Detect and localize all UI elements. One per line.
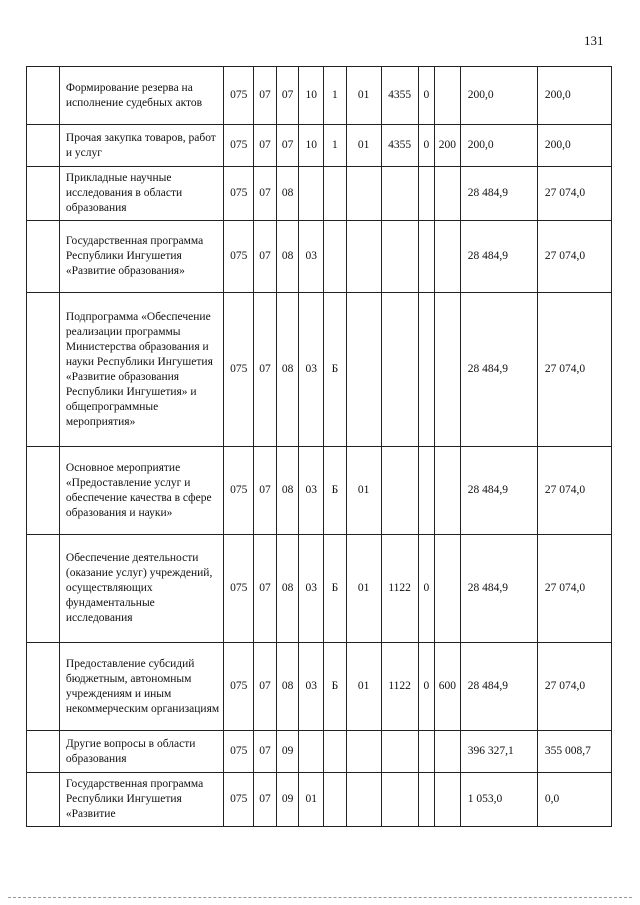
amount-year-1: 28 484,9 — [460, 167, 537, 221]
table-row — [27, 447, 612, 535]
table-row — [27, 67, 612, 125]
amount-year-1: 200,0 — [460, 125, 537, 167]
code-expense-type: 600 — [435, 643, 461, 731]
code-section: 07 — [254, 221, 277, 293]
code-direction — [381, 773, 418, 827]
code-program: 03 — [299, 643, 324, 731]
amount-year-2: 27 074,0 — [537, 221, 611, 293]
table-row — [27, 221, 612, 293]
code-section: 07 — [254, 167, 277, 221]
code-subprogram: Б — [324, 447, 347, 535]
code-expense-type — [435, 221, 461, 293]
code-subprogram — [324, 221, 347, 293]
amount-year-1: 396 327,1 — [460, 731, 537, 773]
item-name: Основное мероприятие «Предоставление услуг и обеспечение качества в сфере образования и науки» — [59, 447, 223, 535]
num-cell — [27, 535, 60, 643]
code-ministry: 075 — [224, 731, 254, 773]
code-subprogram — [324, 773, 347, 827]
code-section: 07 — [254, 731, 277, 773]
item-name: Прочая закупка товаров, работ и услуг — [59, 125, 223, 167]
num-cell — [27, 773, 60, 827]
amount-year-2: 0,0 — [537, 773, 611, 827]
code-expense-type — [435, 447, 461, 535]
code-program: 03 — [299, 535, 324, 643]
code-direction-suffix: 0 — [418, 125, 434, 167]
num-cell — [27, 447, 60, 535]
code-section: 07 — [254, 643, 277, 731]
code-ministry: 075 — [224, 293, 254, 447]
code-subprogram — [324, 167, 347, 221]
code-event: 01 — [346, 67, 381, 125]
code-subsection: 08 — [276, 535, 299, 643]
code-subsection: 09 — [276, 731, 299, 773]
code-subsection: 08 — [276, 221, 299, 293]
item-name: Другие вопросы в области образования — [59, 731, 223, 773]
code-expense-type — [435, 67, 461, 125]
num-cell — [27, 167, 60, 221]
table-row — [27, 293, 612, 447]
num-cell — [27, 67, 60, 125]
bottom-rule — [8, 897, 632, 898]
amount-year-2: 355 008,7 — [537, 731, 611, 773]
code-program — [299, 731, 324, 773]
code-event — [346, 293, 381, 447]
amount-year-2: 27 074,0 — [537, 535, 611, 643]
code-event — [346, 731, 381, 773]
code-program: 10 — [299, 125, 324, 167]
code-direction: 1122 — [381, 535, 418, 643]
table-row — [27, 535, 612, 643]
code-ministry: 075 — [224, 447, 254, 535]
code-expense-type — [435, 773, 461, 827]
code-direction: 4355 — [381, 125, 418, 167]
code-subprogram: 1 — [324, 67, 347, 125]
code-subprogram: Б — [324, 535, 347, 643]
code-subsection: 08 — [276, 293, 299, 447]
code-direction-suffix: 0 — [418, 67, 434, 125]
page-number: 131 — [584, 33, 604, 48]
code-direction-suffix — [418, 167, 434, 221]
code-direction-suffix — [418, 221, 434, 293]
amount-year-2: 27 074,0 — [537, 643, 611, 731]
code-direction: 4355 — [381, 67, 418, 125]
code-section: 07 — [254, 125, 277, 167]
code-direction-suffix — [418, 293, 434, 447]
code-subsection: 08 — [276, 643, 299, 731]
code-program: 03 — [299, 293, 324, 447]
code-expense-type — [435, 293, 461, 447]
code-expense-type — [435, 731, 461, 773]
code-program: 03 — [299, 221, 324, 293]
budget-table — [26, 66, 612, 827]
code-direction-suffix: 0 — [418, 535, 434, 643]
code-ministry: 075 — [224, 221, 254, 293]
code-direction — [381, 167, 418, 221]
code-expense-type: 200 — [435, 125, 461, 167]
num-cell — [27, 643, 60, 731]
num-cell — [27, 221, 60, 293]
code-event — [346, 773, 381, 827]
code-direction — [381, 447, 418, 535]
item-name: Обеспечение деятельности (оказание услуг) учреждений, осуществляющих фундаментальные исследования — [59, 535, 223, 643]
code-direction — [381, 221, 418, 293]
num-cell — [27, 731, 60, 773]
code-subsection: 08 — [276, 447, 299, 535]
amount-year-2: 27 074,0 — [537, 167, 611, 221]
code-event: 01 — [346, 535, 381, 643]
code-direction-suffix — [418, 773, 434, 827]
code-subsection: 09 — [276, 773, 299, 827]
item-name: Формирование резерва на исполнение судебных актов — [59, 67, 223, 125]
code-subsection: 08 — [276, 167, 299, 221]
code-ministry: 075 — [224, 535, 254, 643]
code-direction-suffix: 0 — [418, 643, 434, 731]
num-cell — [27, 293, 60, 447]
item-name: Государственная программа Республики Ингушетия «Развитие — [59, 773, 223, 827]
code-direction — [381, 293, 418, 447]
item-name: Государственная программа Республики Ингушетия «Развитие образования» — [59, 221, 223, 293]
table-row — [27, 731, 612, 773]
code-event: 01 — [346, 447, 381, 535]
code-section: 07 — [254, 447, 277, 535]
code-subprogram: Б — [324, 293, 347, 447]
code-expense-type — [435, 167, 461, 221]
item-name: Подпрограмма «Обеспечение реализации программы Министерства образования и науки Республики Ингушетия «Развитие образования Республики Ингушетия» и общепрограммные мероприятия» — [59, 293, 223, 447]
code-section: 07 — [254, 773, 277, 827]
code-ministry: 075 — [224, 67, 254, 125]
code-subsection: 07 — [276, 125, 299, 167]
code-program: 03 — [299, 447, 324, 535]
code-direction-suffix — [418, 447, 434, 535]
code-ministry: 075 — [224, 167, 254, 221]
code-direction: 1122 — [381, 643, 418, 731]
amount-year-1: 28 484,9 — [460, 447, 537, 535]
code-section: 07 — [254, 67, 277, 125]
num-cell — [27, 125, 60, 167]
amount-year-2: 200,0 — [537, 67, 611, 125]
code-event — [346, 221, 381, 293]
code-ministry: 075 — [224, 773, 254, 827]
amount-year-1: 28 484,9 — [460, 293, 537, 447]
amount-year-2: 200,0 — [537, 125, 611, 167]
amount-year-2: 27 074,0 — [537, 293, 611, 447]
code-program — [299, 167, 324, 221]
code-direction-suffix — [418, 731, 434, 773]
item-name: Предоставление субсидий бюджетным, автономным учреждениям и иным некоммерческим организациям — [59, 643, 223, 731]
table-row — [27, 125, 612, 167]
amount-year-1: 28 484,9 — [460, 643, 537, 731]
code-ministry: 075 — [224, 643, 254, 731]
code-section: 07 — [254, 535, 277, 643]
code-ministry: 075 — [224, 125, 254, 167]
code-event — [346, 167, 381, 221]
code-event: 01 — [346, 643, 381, 731]
item-name: Прикладные научные исследования в области образования — [59, 167, 223, 221]
table-row — [27, 773, 612, 827]
code-program: 01 — [299, 773, 324, 827]
table-row — [27, 167, 612, 221]
code-section: 07 — [254, 293, 277, 447]
amount-year-1: 28 484,9 — [460, 535, 537, 643]
amount-year-1: 200,0 — [460, 67, 537, 125]
table-row — [27, 643, 612, 731]
code-program: 10 — [299, 67, 324, 125]
amount-year-1: 28 484,9 — [460, 221, 537, 293]
code-subsection: 07 — [276, 67, 299, 125]
code-event: 01 — [346, 125, 381, 167]
code-subprogram — [324, 731, 347, 773]
amount-year-2: 27 074,0 — [537, 447, 611, 535]
code-subprogram: Б — [324, 643, 347, 731]
amount-year-1: 1 053,0 — [460, 773, 537, 827]
code-direction — [381, 731, 418, 773]
code-subprogram: 1 — [324, 125, 347, 167]
code-expense-type — [435, 535, 461, 643]
